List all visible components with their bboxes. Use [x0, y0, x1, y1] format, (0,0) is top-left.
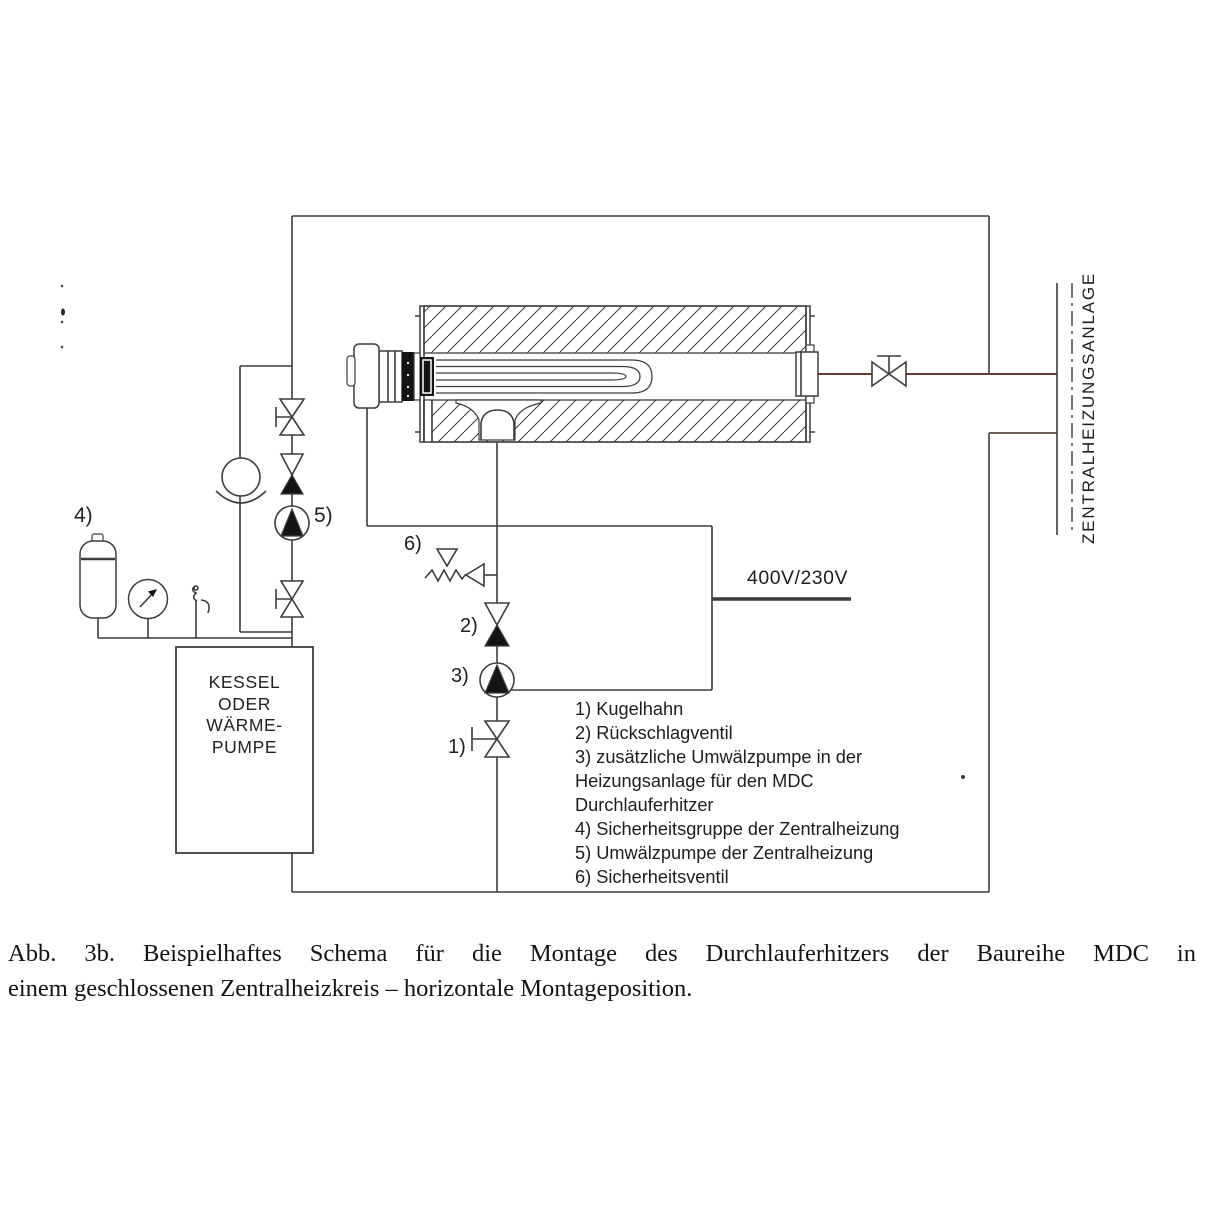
legend-item: 4) Sicherheitsgruppe der Zentralheizung	[575, 819, 900, 839]
heater-right-fitting	[796, 345, 818, 403]
left-ball-valve-top	[276, 399, 304, 435]
zentralheizungsanlage-label: ZENTRALHEIZUNGSANLAGE	[1079, 271, 1098, 544]
legend	[575, 697, 900, 889]
pump-5-zentralheizung	[275, 506, 309, 540]
label-5: 5)	[314, 504, 333, 527]
heater-insulation-top	[424, 306, 806, 353]
thermometer-symbol	[216, 458, 266, 503]
kessel-line: PUMPE	[211, 736, 278, 757]
left-ball-valve-bottom	[276, 581, 303, 617]
safety-valve-6	[425, 549, 484, 586]
heater-assembly	[347, 306, 818, 442]
pressure-gauge	[129, 580, 168, 619]
kessel-line: WÄRME-	[206, 715, 283, 735]
kessel-line: ODER	[218, 693, 271, 714]
kessel-label	[176, 672, 313, 758]
voltage-label: 400V/230V	[747, 567, 849, 589]
left-check-valve	[281, 454, 303, 494]
air-vent-symbol	[193, 586, 209, 613]
label-2: 2)	[460, 615, 478, 637]
label-4: 4)	[74, 504, 93, 527]
label-3: 3)	[451, 665, 469, 687]
legend-item: 2) Rückschlagventil	[575, 723, 733, 743]
expansion-vessel	[80, 534, 116, 618]
check-valve-2	[485, 603, 509, 646]
pump-3-mdc	[480, 663, 514, 697]
legend-item: Heizungsanlage für den MDC	[575, 771, 814, 791]
legend-item: 6) Sicherheitsventil	[575, 867, 729, 887]
legend-item: 3) zusätzliche Umwälzpumpe in der	[575, 747, 863, 767]
figure-caption	[8, 936, 1196, 1006]
legend-item: 5) Umwälzpumpe der Zentralheizung	[575, 843, 874, 863]
label-6: 6)	[404, 533, 422, 555]
caption-line-2: einem geschlossenen Zentralheizkreis – horizontale Montageposition.	[8, 975, 693, 1002]
ball-valve-1	[472, 721, 509, 757]
caption-line-1: Abb. 3b. Beispielhaftes Schema für die Montage des Durchlauferhitzers der Baureihe MDC in	[8, 940, 1196, 967]
outlet-ball-valve	[872, 356, 906, 386]
kessel-line: KESSEL	[208, 672, 281, 692]
legend-item: 1) Kugelhahn	[575, 699, 684, 719]
legend-item: Durchlauferhitzer	[575, 795, 714, 815]
label-1: 1)	[448, 736, 466, 758]
